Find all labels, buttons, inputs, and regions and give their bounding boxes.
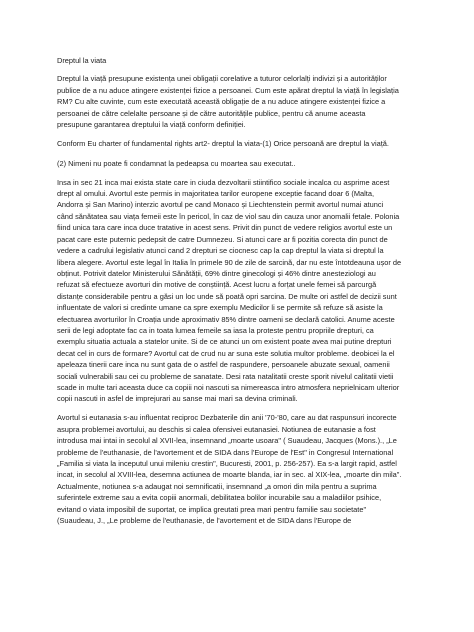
text-line: sociali vulnerabili sau cei cu probleme de sanatate. Desi rata natalitatii creste sporit nivelul calitatii vietii [57,371,394,381]
text-line: pacat care este puternic pedepsit de catre Dumnezeu. Si atunci care ar fi pozitia corecta din punct de [57,234,388,244]
text-line: când sănătatea sau viața femeii este în pericol, în caz de viol sau din cauza unor anomalii fetale. Polonia [57,211,400,221]
document-title: Dreptul la viata [57,56,107,65]
text-line: Dreptul la viață presupune existența unei obligații corelative a tuturor celorlalți indivizi și a autorităților [57,74,387,83]
text-line: Actualmente, notiunea s-a adaugat noi semnificatii, insemnand „a omori din mila pentru a suprima [57,481,377,491]
text-line: apeleaza tinerii care inca nu sunt gata de o astfel de raspundere, persoanele abuzate sexual, oamenii [57,360,390,370]
text-line: drept al omului. Avortul este permis in majoritatea tarilor europene exceptie facand doar 6 (Malta, [57,189,375,199]
text-line: (2) Nimeni nu poate fi condamnat la pedeapsa cu moartea sau executat.. [57,158,296,168]
text-line: presupune garantarea dreptului la viață conform definiției. [57,120,246,130]
text-line: Andorra și San Marino) interzic avortul pe cand Monaco și Liechtenstein permit avortul numai atunci [57,200,384,210]
text-line: Avortul si eutanasia s-au influentat reciproc Dezbaterile din anii '70-'80, care au dat raspunsuri incorecte [57,413,397,423]
text-line: exemplu situatia actuala a statelor unite. Si de ce atunci un om existent poate avea mai putine drepturi [57,337,392,347]
text-line: persoanei de către celelalte persoane și de către autoritățile publice, pentru că anume aceasta [57,108,366,118]
text-line: decat cel in curs de formare? Avortul cat de crud nu ar suna este solutia multor probleme. deobicei la el [57,348,395,358]
text-line: publice de a nu aduce atingere existenței fizice a persoanei. Cum este apărat dreptul la viață în legislația [57,85,399,95]
text-line: refuzat să efectueze avorturi din motive de conștiință. Acest lucru a forțat unele femei să parcurgă [57,280,377,290]
paragraph-death-penalty [57,158,428,170]
text-line: Conform Eu charter of fundamental rights art2- dreptul la viata-(1) Orice persoană are dreptul la viață. [57,139,389,149]
text-line: RM? Cu alte cuvinte, cum este executată această obligație de a nu aduce atingere existenței fizice a [57,97,386,107]
text-line: efectuarea avorturilor în Croația unde aproximativ 85% dintre oameni se declară catolici. Anume aceste [57,314,395,324]
text-line: probleme de l'euthanasie, de l'avortement et de SIDA dans l'Europe de l'Est" in Congresul International [57,447,394,457]
paragraph-eu-charter [57,138,428,150]
text-line: Insa in sec 21 inca mai exista state care in ciuda dezvoltarii stiintifico sociale incalca cu asprime acest [57,177,390,187]
text-line: fiind unica tara care inca duce tratative in acest sens. Privit din punct de vedere religios avortul este un [57,223,393,233]
text-line: influentate de valori si credinte umane ca spre exemplu Medicilor li se permite să refuze să asiste la [57,303,383,313]
text-line: evitand o viata imposibil de suportat, ce implica greutati prea mari pentru familie sau societate" [57,504,367,514]
paragraph-abortion [57,177,428,405]
text-line: suferintele extreme sau a evita copiii anormali, debilitatea bolilor incurabile sau a maladiilor psihice, [57,493,382,503]
text-line: distanțe considerabile pentru a găsi un loc unde să poată opri sarcina. De multe ori astfel de decizii sunt [57,291,397,301]
text-line: introdusa mai intai in secolul al XVII-lea, insemnand „moarte usoara" ( Suaudeau, Jacques (Mons.)., „Le [57,436,397,446]
text-line: scade in multe tari aceasta duce ca copiii noi nascuti sa nimereasca intro atmosfera neprielnicam ulterior [57,382,400,392]
text-line: vedere a cadrului legislativ atunci cand 2 drepturi se ciocnesc cap la cap dreptul la viata si dreptul la [57,246,384,256]
paragraph-euthanasia [57,412,428,526]
text-line: copii nascuti in asfel de imprejurari au sanse mai mari sa devina criminali. [57,394,298,404]
text-line: (Suaudeau, J., „Le probleme de l'euthanasie, de l'avortement et de SIDA dans l'Europe de [57,515,352,525]
text-line: „Familia si viata la inceputul unui mileniu crestin", Bucuresti, 2001, p. 256-257). Ea s-a largit rapid, astfel [57,458,397,468]
text-line: obținut. Potrivit datelor Ministerului Sănătății, 69% dintre ginecologi și 46% dintre anesteziologi au [57,268,376,278]
text-line: asupra problemei avortului, au deschis si calea ofensivei eutanasiei. Notiunea de eutanasie a fost [57,424,376,434]
text-line: libera alegere. Avortul este legal în Italia în primele 90 de zile de sarcină, dar nu este întotdeauna ușor de [57,257,402,267]
text-line: incat, in secolul al XVIII-lea, desemna actiunea de moarte blanda, iar in sec. al XIX-lea, „moarte din mila". [57,470,402,480]
paragraph-intro [57,73,428,131]
text-line: serii de legi adoptate fac ca in toata lumea femeile sa iasa la proteste pentru propriile drepturi, ca [57,325,374,335]
